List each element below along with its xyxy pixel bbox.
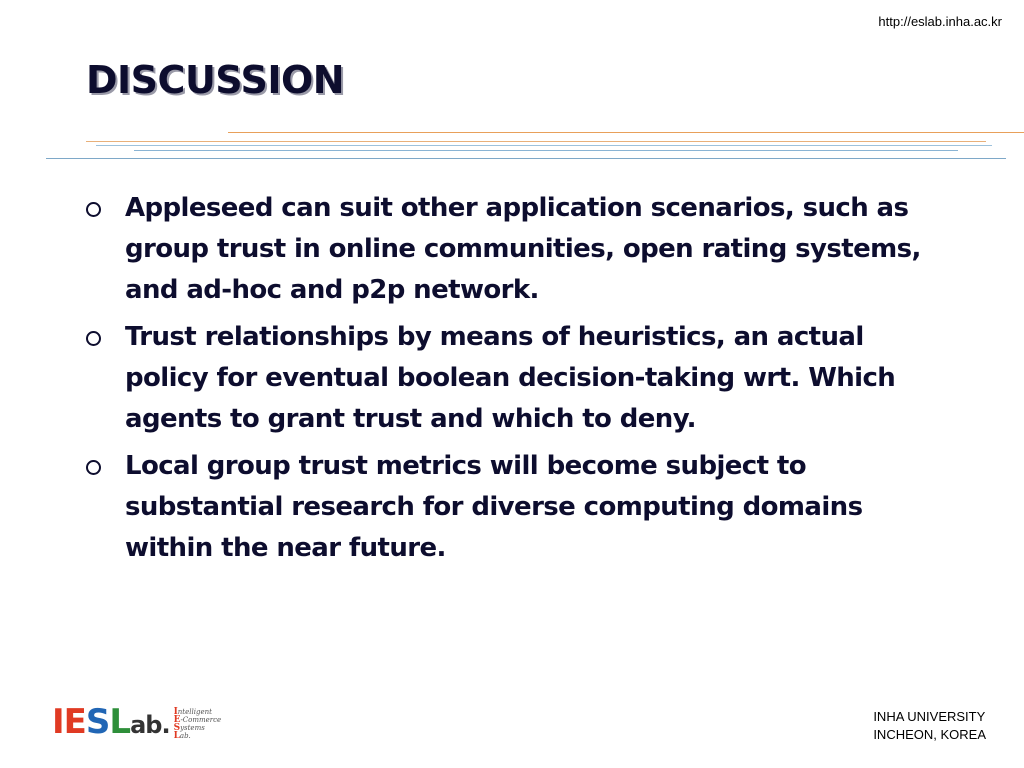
bullet-item: [86, 446, 946, 569]
divider-line: [228, 132, 1024, 133]
university-line-2: INCHEON, KOREA: [873, 727, 986, 742]
bullet-text: Appleseed can suit other application scenarios, such as group trust in online communities, open rating systems, and ad-hoc and p2p network.: [125, 193, 921, 305]
site-url: http://eslab.inha.ac.kr: [878, 14, 1002, 29]
university-name: [873, 708, 986, 744]
slide-title: DISCUSSION: [86, 58, 345, 102]
lab-logo: [52, 702, 222, 742]
circle-bullet-icon: [86, 331, 101, 346]
divider-line: [96, 145, 992, 146]
title-divider: [0, 130, 1024, 164]
circle-bullet-icon: [86, 202, 101, 217]
bullet-list: [86, 188, 946, 575]
logo-wordmark: IESLab.: [52, 702, 170, 742]
bullet-item: [86, 317, 946, 440]
bullet-text: Local group trust metrics will become subject to substantial research for diverse computing domains within the near future.: [125, 451, 863, 563]
logo-subtitle: Intelligent E-Commerce Systems Lab.: [173, 706, 222, 741]
circle-bullet-icon: [86, 460, 101, 475]
divider-line: [46, 158, 1006, 159]
bullet-text: Trust relationships by means of heuristics, an actual policy for eventual boolean decision-taking wrt. Which agents to grant trust and which to deny.: [125, 322, 896, 434]
divider-line: [134, 150, 958, 151]
bullet-item: [86, 188, 946, 311]
university-line-1: INHA UNIVERSITY: [873, 709, 986, 724]
divider-line: [86, 141, 986, 142]
